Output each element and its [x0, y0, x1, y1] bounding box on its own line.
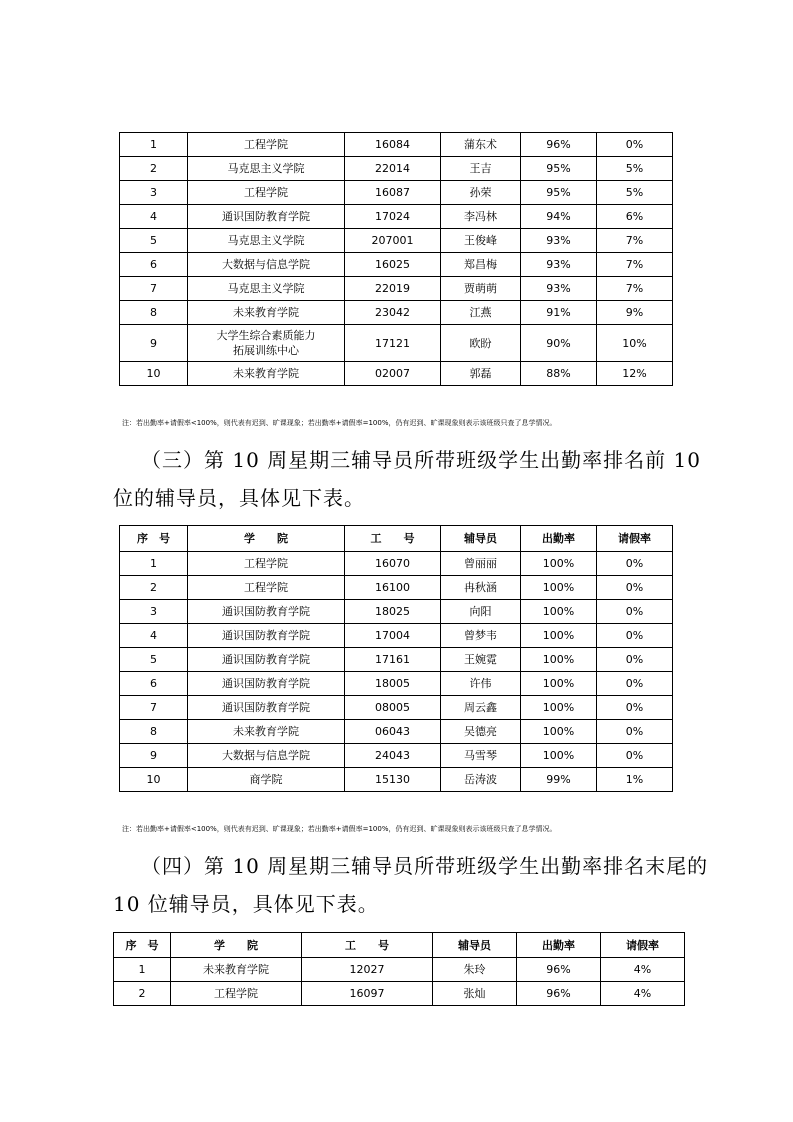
- table-row: [120, 133, 673, 157]
- column-header: 工 号: [302, 933, 433, 958]
- column-header: 请假率: [601, 933, 685, 958]
- cell-index: 10: [120, 362, 188, 386]
- cell-counselor: 朱玲: [433, 958, 517, 982]
- cell-attendance-rate: 96%: [517, 982, 601, 1006]
- cell-attendance-rate: 95%: [521, 181, 597, 205]
- cell-index: 8: [120, 720, 188, 744]
- cell-attendance-rate: 93%: [521, 277, 597, 301]
- cell-staff-id: 17161: [345, 648, 441, 672]
- cell-college: 大数据与信息学院: [188, 253, 345, 277]
- cell-attendance-rate: 93%: [521, 253, 597, 277]
- cell-attendance-rate: 91%: [521, 301, 597, 325]
- cell-leave-rate: 7%: [597, 253, 673, 277]
- cell-college: 工程学院: [188, 133, 345, 157]
- cell-attendance-rate: 100%: [521, 744, 597, 768]
- cell-leave-rate: 0%: [597, 720, 673, 744]
- cell-college: 通识国防教育学院: [188, 672, 345, 696]
- cell-college: 马克思主义学院: [188, 157, 345, 181]
- cell-attendance-rate: 88%: [521, 362, 597, 386]
- cell-attendance-rate: 99%: [521, 768, 597, 792]
- cell-leave-rate: 0%: [597, 576, 673, 600]
- cell-leave-rate: 0%: [597, 552, 673, 576]
- table-row: [120, 600, 673, 624]
- cell-index: 5: [120, 229, 188, 253]
- cell-staff-id: 16087: [345, 181, 441, 205]
- cell-attendance-rate: 100%: [521, 720, 597, 744]
- cell-counselor: 孙荣: [441, 181, 521, 205]
- table-row: [120, 301, 673, 325]
- header-row: [120, 526, 673, 552]
- cell-attendance-rate: 100%: [521, 552, 597, 576]
- header-row: [114, 933, 685, 958]
- table-row: [120, 552, 673, 576]
- cell-attendance-rate: 100%: [521, 648, 597, 672]
- column-header: 出勤率: [521, 526, 597, 552]
- cell-staff-id: 18025: [345, 600, 441, 624]
- cell-index: 1: [114, 958, 171, 982]
- table-row: [114, 982, 685, 1006]
- cell-college: 未来教育学院: [188, 720, 345, 744]
- cell-attendance-rate: 96%: [517, 958, 601, 982]
- table-row: [120, 157, 673, 181]
- table-row: [120, 696, 673, 720]
- column-header: 辅导员: [441, 526, 521, 552]
- cell-college: 通识国防教育学院: [188, 696, 345, 720]
- table-row: [120, 768, 673, 792]
- cell-college: 马克思主义学院: [188, 277, 345, 301]
- column-header: 学 院: [171, 933, 302, 958]
- cell-leave-rate: 5%: [597, 181, 673, 205]
- cell-counselor: 冉秋涵: [441, 576, 521, 600]
- table-row: [120, 362, 673, 386]
- cell-leave-rate: 0%: [597, 648, 673, 672]
- section-heading-top10: （三）第 10 周星期三辅导员所带班级学生出勤率排名前 10 位的辅导员，具体见下表。: [113, 448, 701, 510]
- cell-counselor: 岳涛波: [441, 768, 521, 792]
- cell-index: 1: [120, 552, 188, 576]
- cell-index: 7: [120, 696, 188, 720]
- cell-staff-id: 16084: [345, 133, 441, 157]
- cell-leave-rate: 0%: [597, 696, 673, 720]
- cell-staff-id: 16097: [302, 982, 433, 1006]
- table-row: [120, 648, 673, 672]
- cell-index: 2: [120, 576, 188, 600]
- cell-index: 2: [120, 157, 188, 181]
- cell-staff-id: 15130: [345, 768, 441, 792]
- column-header: 工 号: [345, 526, 441, 552]
- cell-college: 未来教育学院: [171, 958, 302, 982]
- cell-college: 未来教育学院: [188, 362, 345, 386]
- cell-staff-id: 23042: [345, 301, 441, 325]
- cell-staff-id: 06043: [345, 720, 441, 744]
- cell-college: 通识国防教育学院: [188, 205, 345, 229]
- cell-index: 4: [120, 624, 188, 648]
- cell-attendance-rate: 100%: [521, 576, 597, 600]
- cell-college: 商学院: [188, 768, 345, 792]
- cell-counselor: 向阳: [441, 600, 521, 624]
- cell-college: 未来教育学院: [188, 301, 345, 325]
- cell-index: 8: [120, 301, 188, 325]
- cell-staff-id: 17121: [345, 325, 441, 362]
- cell-staff-id: 22014: [345, 157, 441, 181]
- cell-college: 通识国防教育学院: [188, 624, 345, 648]
- cell-counselor: 郭磊: [441, 362, 521, 386]
- cell-attendance-rate: 93%: [521, 229, 597, 253]
- cell-index: 10: [120, 768, 188, 792]
- cell-staff-id: 02007: [345, 362, 441, 386]
- cell-index: 7: [120, 277, 188, 301]
- cell-counselor: 曾丽丽: [441, 552, 521, 576]
- cell-staff-id: 22019: [345, 277, 441, 301]
- cell-index: 5: [120, 648, 188, 672]
- cell-counselor: 欧盼: [441, 325, 521, 362]
- cell-staff-id: 16025: [345, 253, 441, 277]
- cell-counselor: 李冯林: [441, 205, 521, 229]
- table-row: [120, 253, 673, 277]
- column-header: 出勤率: [517, 933, 601, 958]
- cell-index: 9: [120, 325, 188, 362]
- table-row: [120, 229, 673, 253]
- cell-college: 工程学院: [188, 576, 345, 600]
- attendance-table-continued: [119, 132, 673, 386]
- cell-leave-rate: 0%: [597, 744, 673, 768]
- cell-leave-rate: 7%: [597, 229, 673, 253]
- cell-attendance-rate: 100%: [521, 696, 597, 720]
- cell-index: 2: [114, 982, 171, 1006]
- cell-counselor: 马雪琴: [441, 744, 521, 768]
- cell-college: 马克思主义学院: [188, 229, 345, 253]
- column-header: 学 院: [188, 526, 345, 552]
- cell-leave-rate: 6%: [597, 205, 673, 229]
- section-heading-bottom10: （四）第 10 周星期三辅导员所带班级学生出勤率排名末尾的 10 位辅导员，具体见下表。: [113, 854, 709, 916]
- top10-counselor-table: [119, 525, 673, 792]
- cell-counselor: 周云鑫: [441, 696, 521, 720]
- cell-staff-id: 12027: [302, 958, 433, 982]
- table-body: [120, 133, 673, 386]
- cell-counselor: 郑昌梅: [441, 253, 521, 277]
- table-row: [120, 181, 673, 205]
- cell-counselor: 王婉霓: [441, 648, 521, 672]
- table-row: [120, 720, 673, 744]
- table-row: [120, 672, 673, 696]
- cell-counselor: 许伟: [441, 672, 521, 696]
- cell-attendance-rate: 95%: [521, 157, 597, 181]
- cell-leave-rate: 12%: [597, 362, 673, 386]
- column-header: 请假率: [597, 526, 673, 552]
- cell-staff-id: 17004: [345, 624, 441, 648]
- cell-leave-rate: 5%: [597, 157, 673, 181]
- cell-leave-rate: 4%: [601, 982, 685, 1006]
- cell-attendance-rate: 90%: [521, 325, 597, 362]
- cell-college: 通识国防教育学院: [188, 600, 345, 624]
- cell-attendance-rate: 96%: [521, 133, 597, 157]
- cell-leave-rate: 10%: [597, 325, 673, 362]
- cell-leave-rate: 0%: [597, 624, 673, 648]
- cell-counselor: 蒲东术: [441, 133, 521, 157]
- cell-leave-rate: 1%: [597, 768, 673, 792]
- cell-leave-rate: 0%: [597, 600, 673, 624]
- cell-index: 3: [120, 600, 188, 624]
- cell-index: 4: [120, 205, 188, 229]
- cell-leave-rate: 0%: [597, 133, 673, 157]
- cell-counselor: 王俊峰: [441, 229, 521, 253]
- cell-counselor: 张灿: [433, 982, 517, 1006]
- cell-staff-id: 24043: [345, 744, 441, 768]
- cell-leave-rate: 7%: [597, 277, 673, 301]
- cell-leave-rate: 9%: [597, 301, 673, 325]
- bottom10-counselor-table: [113, 932, 685, 1006]
- cell-college: 大学生综合素质能力 拓展训练中心: [188, 325, 345, 362]
- cell-index: 6: [120, 253, 188, 277]
- column-header: 序 号: [120, 526, 188, 552]
- cell-college: 大数据与信息学院: [188, 744, 345, 768]
- column-header: 辅导员: [433, 933, 517, 958]
- table-note: 注：若出勤率+请假率<100%，则代表有迟到、旷课现象；若出勤率+请假率=100%，仍有迟到、旷课现象则表示该班级只查了息学情况。: [122, 419, 557, 427]
- cell-leave-rate: 4%: [601, 958, 685, 982]
- cell-attendance-rate: 100%: [521, 600, 597, 624]
- table-body: [120, 552, 673, 792]
- cell-counselor: 王吉: [441, 157, 521, 181]
- table-row: [120, 744, 673, 768]
- cell-index: 6: [120, 672, 188, 696]
- cell-staff-id: 207001: [345, 229, 441, 253]
- cell-counselor: 贾萌萌: [441, 277, 521, 301]
- table-header: [120, 526, 673, 552]
- table-row: [120, 576, 673, 600]
- cell-staff-id: 16100: [345, 576, 441, 600]
- table-row: [120, 205, 673, 229]
- table-header: [114, 933, 685, 958]
- table-row: [120, 325, 673, 362]
- cell-counselor: 曾梦韦: [441, 624, 521, 648]
- cell-attendance-rate: 100%: [521, 624, 597, 648]
- cell-counselor: 江燕: [441, 301, 521, 325]
- cell-index: 9: [120, 744, 188, 768]
- cell-attendance-rate: 94%: [521, 205, 597, 229]
- table-row: [120, 624, 673, 648]
- cell-college: 工程学院: [188, 181, 345, 205]
- cell-leave-rate: 0%: [597, 672, 673, 696]
- cell-index: 3: [120, 181, 188, 205]
- cell-staff-id: 17024: [345, 205, 441, 229]
- cell-staff-id: 08005: [345, 696, 441, 720]
- cell-college: 工程学院: [171, 982, 302, 1006]
- table-row: [120, 277, 673, 301]
- cell-college: 工程学院: [188, 552, 345, 576]
- cell-college: 通识国防教育学院: [188, 648, 345, 672]
- column-header: 序 号: [114, 933, 171, 958]
- cell-counselor: 吴德亮: [441, 720, 521, 744]
- cell-staff-id: 16070: [345, 552, 441, 576]
- cell-attendance-rate: 100%: [521, 672, 597, 696]
- cell-index: 1: [120, 133, 188, 157]
- table-note: 注：若出勤率+请假率<100%，则代表有迟到、旷课现象；若出勤率+请假率=100%，仍有迟到、旷课现象则表示该班级只查了息学情况。: [122, 825, 557, 833]
- table-row: [114, 958, 685, 982]
- cell-staff-id: 18005: [345, 672, 441, 696]
- table-body: [114, 958, 685, 1006]
